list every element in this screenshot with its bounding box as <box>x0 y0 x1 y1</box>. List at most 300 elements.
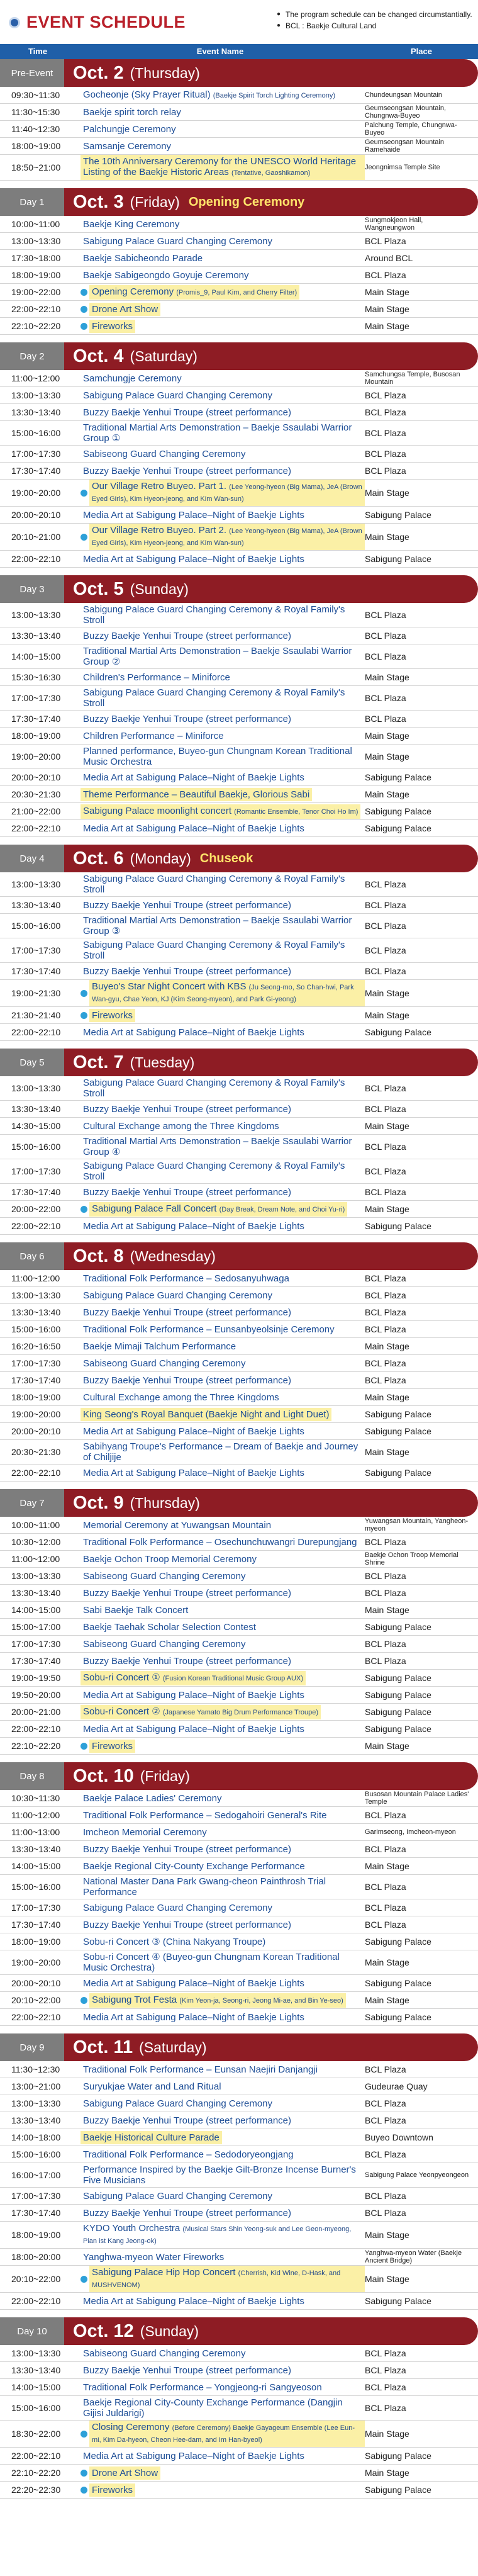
schedule-row <box>0 1321 478 1338</box>
event-note: (Promis_9, Paul Kim, and Cherry Filter) <box>176 288 297 296</box>
row-time: 20:10~21:00 <box>11 532 61 542</box>
event-text <box>81 2063 320 2076</box>
row-place: Main Stage <box>365 789 409 799</box>
event-name: Theme Performance – Beautiful Baekje, Glorious Sabi <box>83 789 310 800</box>
event-name: Media Art at Sabigung Palace–Night of Baekje Lights <box>83 509 304 520</box>
row-event <box>81 1826 365 1839</box>
event-name: Sobu-ri Concert ① <box>83 1672 160 1683</box>
event-text <box>81 140 174 153</box>
row-place: Main Stage <box>365 532 409 542</box>
row-time: 20:00~20:10 <box>11 1426 61 1436</box>
schedule-row <box>0 1975 478 1992</box>
row-event <box>81 509 365 522</box>
day-of-week: (Monday) <box>130 850 191 867</box>
event-name: Media Art at Sabigung Palace–Night of Baekje Lights <box>83 1467 304 1478</box>
event-note: (Lee Yeong-hyeon (Big Mama), JeA (Brown Eyed Girls), Kim Hyeon-jeong, and Kim Wan-sun) <box>92 527 362 547</box>
event-text <box>81 644 365 668</box>
event-text <box>81 2207 294 2220</box>
event-text <box>81 464 294 478</box>
schedule-row <box>0 2188 478 2205</box>
row-place: BCL Plaza <box>365 1810 406 1820</box>
row-place: Main Stage <box>365 1957 409 1967</box>
row-time: 15:00~16:00 <box>11 2403 61 2413</box>
event-name: Traditional Folk Performance – Eunsanbyeolsinje Ceremony <box>83 1324 335 1335</box>
event-name: Media Art at Sabigung Palace–Night of Baekje Lights <box>83 1426 304 1437</box>
event-name: Performance Inspired by the Baekje Gilt-Bronze Incense Burner's Five Musicians <box>83 2164 356 2186</box>
schedule-row <box>0 1807 478 1824</box>
event-name: Sabigung Palace Guard Changing Ceremony & Royal Family's Stroll <box>83 940 345 961</box>
row-time: 14:30~15:00 <box>11 1121 61 1131</box>
schedule-row <box>0 745 478 769</box>
event-note: (Cherrish, Kid Wine, D-Hask, and MUSHVENOM) <box>92 2269 341 2289</box>
highlight-pin-icon <box>81 2431 87 2438</box>
schedule-row <box>0 1338 478 1355</box>
highlight-pin-icon <box>81 323 87 330</box>
row-event <box>81 938 365 962</box>
row-place: Main Stage <box>365 1447 409 1457</box>
event-name: KYDO Youth Orchestra <box>83 2223 181 2234</box>
row-place: Main Stage <box>365 304 409 314</box>
row-place: Main Stage <box>365 988 409 998</box>
schedule-row <box>0 1135 478 1159</box>
event-name: Traditional Folk Performance – Eunsan Naejiri Danjangji <box>83 2064 318 2075</box>
schedule-row <box>0 318 478 335</box>
event-note: (Japanese Yamato Big Drum Performance Troupe) <box>162 1708 319 1716</box>
event-name: Sabigung Palace Fall Concert <box>92 1203 217 1214</box>
event-text <box>81 938 365 962</box>
row-place: Main Stage <box>365 488 409 498</box>
row-event <box>81 2011 365 2024</box>
event-name: Fireworks <box>92 320 133 332</box>
event-name: Sabigung Palace Hip Hop Concert <box>92 2267 236 2278</box>
schedule-row <box>0 2362 478 2379</box>
event-text <box>81 1935 268 1949</box>
row-event <box>81 1103 365 1116</box>
row-event <box>81 771 365 784</box>
event-name: Opening Ceremony <box>92 286 174 297</box>
row-time: 18:50~21:00 <box>11 162 61 172</box>
day-bar <box>64 1049 478 1076</box>
row-event <box>81 1120 365 1133</box>
event-text <box>81 2097 275 2110</box>
event-text <box>81 1440 365 1464</box>
row-place: Main Stage <box>365 1204 409 1214</box>
row-place: BCL Plaza <box>365 966 406 976</box>
row-time: 18:00~19:00 <box>11 141 61 151</box>
event-name: Fireworks <box>92 1740 133 1752</box>
row-place: Garimseong, Imcheon-myeon <box>365 1828 456 1836</box>
row-event <box>81 1792 365 1805</box>
day-of-week: (Tuesday) <box>130 1054 195 1071</box>
row-time: 15:00~16:00 <box>11 1882 61 1892</box>
row-place: Sabigung Palace <box>365 1673 431 1683</box>
day-of-week: (Thursday) <box>130 64 200 81</box>
row-event <box>81 2251 365 2264</box>
row-place: Sabigung Palace <box>365 1426 431 1436</box>
row-event <box>81 1536 365 1549</box>
row-time: 22:20~22:30 <box>11 2485 61 2495</box>
event-name: Buzzy Baekje Yenhui Troupe (street performance) <box>83 1103 292 1115</box>
row-event <box>81 1026 365 1039</box>
row-place: BCL Plaza <box>365 1142 406 1152</box>
row-place: BCL Plaza <box>365 407 406 417</box>
row-place: Gudeurae Quay <box>365 2081 428 2091</box>
schedule-row <box>0 250 478 267</box>
event-text <box>81 1860 308 1873</box>
row-time: 17:00~17:30 <box>11 1639 61 1649</box>
row-event <box>81 1519 365 1532</box>
row-event <box>81 140 365 153</box>
event-text <box>81 447 248 461</box>
event-text <box>81 1026 307 1039</box>
schedule-row <box>0 2482 478 2499</box>
row-event <box>81 899 365 912</box>
event-text <box>81 123 179 136</box>
event-text <box>81 1466 307 1480</box>
event-name: Media Art at Sabigung Palace–Night of Baekje Lights <box>83 1723 304 1735</box>
event-text <box>81 406 294 419</box>
event-name: Sobu-ri Concert ② <box>83 1706 160 1717</box>
schedule-row <box>0 104 478 121</box>
day-header <box>0 1049 478 1076</box>
row-place: BCL Plaza <box>365 1903 406 1913</box>
day-of-week: (Thursday) <box>130 1494 200 1511</box>
row-event <box>81 1391 365 1404</box>
event-text <box>81 2449 307 2463</box>
row-place: Main Stage <box>365 1341 409 1351</box>
event-name: Sabiseong Guard Changing Ceremony <box>83 2348 246 2359</box>
row-place: BCL Plaza <box>365 1166 406 1176</box>
event-text <box>81 1374 294 1387</box>
day-date: Oct. 8 <box>73 1246 124 1266</box>
schedule-row <box>0 155 478 181</box>
event-name: Traditional Folk Performance – Sedosanyuhwaga <box>83 1273 289 1284</box>
event-text <box>81 2163 365 2187</box>
day-bar <box>64 2317 478 2345</box>
event-name: Gocheonje (Sky Prayer Ritual) <box>83 89 211 100</box>
event-text <box>81 1135 365 1159</box>
event-name: Sabigung Palace Guard Changing Ceremony <box>83 2190 273 2202</box>
highlight-pin-icon <box>81 306 87 313</box>
event-name: Cultural Exchange among the Three Kingdoms <box>83 1392 279 1403</box>
highlight-pin-icon <box>81 1012 87 1019</box>
note-change: ● The program schedule can be changed circumstantially. <box>277 9 472 20</box>
event-text <box>81 1553 259 1566</box>
schedule-row <box>0 2163 478 2188</box>
row-time: 17:30~17:40 <box>11 1920 61 1930</box>
row-event <box>81 1202 365 1217</box>
event-text <box>89 524 365 550</box>
schedule-row <box>0 2249 478 2266</box>
event-text <box>89 980 365 1006</box>
event-text <box>81 1843 294 1856</box>
event-name: Sabihyang Troupe's Performance – Dream of Baekje and Journey of Chiljije <box>83 1441 358 1463</box>
event-text <box>81 629 294 643</box>
event-text <box>81 421 365 445</box>
row-time: 17:30~17:40 <box>11 1375 61 1385</box>
row-time: 11:00~12:00 <box>11 373 60 383</box>
event-text <box>81 603 365 627</box>
event-text <box>89 1202 347 1217</box>
schedule-row <box>0 1465 478 1482</box>
row-event <box>81 372 365 385</box>
schedule-row <box>0 2095 478 2112</box>
row-time: 14:00~15:00 <box>11 2382 61 2392</box>
schedule-row <box>0 2146 478 2163</box>
row-event <box>81 1843 365 1856</box>
event-text <box>89 2421 365 2447</box>
row-event <box>81 1570 365 1583</box>
row-place: Sabigung Palace <box>365 823 431 833</box>
row-time: 22:00~22:10 <box>11 1724 61 1734</box>
event-name: National Master Dana Park Gwang-cheon Painthrosh Trial Performance <box>83 1876 326 1898</box>
event-text <box>89 303 160 316</box>
row-time: 13:30~13:40 <box>11 1104 61 1114</box>
column-header <box>0 44 478 59</box>
event-text <box>89 1740 135 1753</box>
event-text <box>81 872 365 896</box>
event-name: Media Art at Sabigung Palace–Night of Baekje Lights <box>83 2450 304 2461</box>
event-text <box>81 106 184 119</box>
row-place: BCL Plaza <box>365 651 406 661</box>
event-name: Baekje Historical Culture Parade <box>83 2132 220 2143</box>
row-event <box>81 2131 365 2144</box>
row-time: 22:00~22:10 <box>11 304 61 314</box>
day-header <box>0 342 478 370</box>
event-text <box>81 2114 294 2127</box>
schedule-row <box>0 820 478 837</box>
event-name: Sabigung Palace Guard Changing Ceremony <box>83 1902 273 1913</box>
event-text <box>81 1918 294 1932</box>
event-name: Buzzy Baekje Yenhui Troupe (street performance) <box>83 465 292 476</box>
row-place: BCL Plaza <box>365 2064 406 2074</box>
day-of-week: (Sunday) <box>140 2322 199 2339</box>
row-time: 20:30~21:30 <box>11 1447 61 1457</box>
event-text <box>81 2251 226 2264</box>
schedule-row <box>0 1423 478 1440</box>
day-bar <box>64 575 478 603</box>
row-place: Sabigung Palace <box>365 2485 431 2495</box>
row-time: 11:00~12:00 <box>11 1554 60 1564</box>
schedule-row <box>0 284 478 301</box>
schedule-notes <box>277 9 472 31</box>
column-event: Event Name <box>196 47 244 56</box>
event-text <box>89 480 365 506</box>
row-place: Sabigung Palace <box>365 1409 431 1419</box>
event-name: Samsanje Ceremony <box>83 140 172 152</box>
event-note: (Before Ceremony) Baekje Gayageum Ensemble (Lee Eun-mi, Kim Da-hyeon, Cheon Hee-dam, and Im Han-byeol) <box>92 2424 355 2444</box>
row-time: 13:30~13:40 <box>11 1588 61 1598</box>
event-name: Fireworks <box>92 1010 133 1021</box>
row-place: Geumseongsan Mountain Ramehaide <box>365 138 444 154</box>
schedule-row <box>0 1304 478 1321</box>
row-place: Sabigung Palace <box>365 2451 431 2461</box>
schedule-row <box>0 2345 478 2362</box>
day-bar <box>64 188 478 216</box>
row-place: BCL Plaza <box>365 390 406 400</box>
row-event <box>81 1553 365 1566</box>
event-name: Traditional Martial Arts Demonstration – Baekje Ssaulabi Warrior Group ③ <box>83 915 352 936</box>
row-place: BCL Plaza <box>365 1307 406 1317</box>
event-name: Buzzy Baekje Yenhui Troupe (street performance) <box>83 1655 292 1667</box>
event-text <box>81 745 365 768</box>
day-label: Day 2 <box>0 342 64 370</box>
row-time: 13:30~13:40 <box>11 1307 61 1317</box>
schedule-row <box>0 507 478 524</box>
event-name: Children's Performance – Miniforce <box>83 672 230 683</box>
event-text <box>81 553 307 566</box>
row-time: 18:00~19:00 <box>11 1937 61 1947</box>
event-name: Sabigung Palace Guard Changing Ceremony & Royal Family's Stroll <box>83 687 345 709</box>
row-event <box>81 712 365 726</box>
row-time: 19:50~20:00 <box>11 1690 61 1700</box>
event-name: Sabigung Trot Festa <box>92 1994 177 2005</box>
row-place: Main Stage <box>365 321 409 331</box>
row-time: 14:00~18:00 <box>11 2132 61 2142</box>
day-date: Oct. 6 <box>73 848 124 869</box>
row-place: Sabigung Palace <box>365 772 431 782</box>
day-section <box>0 1242 478 1482</box>
day-section <box>0 1762 478 2026</box>
day-special-label: Opening Ceremony <box>188 194 305 209</box>
event-text <box>81 1826 209 1839</box>
event-name: Baekje Sabicheondo Parade <box>83 252 203 264</box>
row-place: BCL Plaza <box>365 693 406 703</box>
event-text <box>81 1289 275 1302</box>
schedule-row <box>0 872 478 897</box>
event-name: Baekje Regional City-County Exchange Performance (Dangjin Gijisi Juldarigi) <box>83 2397 343 2419</box>
day-label: Day 9 <box>0 2033 64 2061</box>
schedule-row <box>0 233 478 250</box>
day-date: Oct. 10 <box>73 1765 134 1786</box>
day-label: Day 10 <box>0 2317 64 2345</box>
schedule-row <box>0 2379 478 2396</box>
event-text <box>81 1875 365 1899</box>
event-name: Buzzy Baekje Yenhui Troupe (street performance) <box>83 630 292 641</box>
row-event <box>81 1186 365 1199</box>
row-time: 17:00~17:30 <box>11 2191 61 2201</box>
row-time: 16:20~16:50 <box>11 1341 61 1351</box>
row-place: BCL Plaza <box>365 1882 406 1892</box>
row-event <box>81 1425 365 1438</box>
row-event <box>81 252 365 265</box>
row-place: BCL Plaza <box>365 1537 406 1547</box>
day-bar <box>64 2033 478 2061</box>
event-text <box>89 1993 346 2008</box>
row-place: Main Stage <box>365 1605 409 1615</box>
row-event <box>81 1638 365 1651</box>
day-section <box>0 59 478 181</box>
row-time: 17:00~17:30 <box>11 1903 61 1913</box>
event-name: Buyeo's Star Night Concert with KBS <box>92 981 247 992</box>
highlight-pin-icon <box>81 990 87 997</box>
event-name: Sabigung Palace Guard Changing Ceremony <box>83 2098 273 2109</box>
event-name: Sabigung Palace Guard Changing Ceremony & Royal Family's Stroll <box>83 1077 345 1099</box>
day-section <box>0 2033 478 2310</box>
schedule-row <box>0 2266 478 2293</box>
row-event <box>81 235 365 248</box>
event-text <box>81 2295 307 2308</box>
day-bar <box>64 1762 478 1790</box>
row-time: 20:00~20:10 <box>11 1978 61 1988</box>
row-event <box>81 464 365 478</box>
row-event <box>81 1993 365 2008</box>
row-place: Sabigung Palace <box>365 1937 431 1947</box>
row-place: Main Stage <box>365 1392 409 1402</box>
event-text <box>81 729 226 743</box>
schedule-row <box>0 644 478 669</box>
schedule-row <box>0 627 478 644</box>
row-event <box>81 1135 365 1159</box>
row-event <box>81 1408 365 1421</box>
schedule-row <box>0 963 478 980</box>
day-bar <box>64 1489 478 1517</box>
schedule-row <box>0 603 478 627</box>
row-event <box>81 1809 365 1822</box>
row-time: 20:30~21:30 <box>11 789 61 799</box>
row-place: Busosan Mountain Palace Ladies' Temple <box>365 1791 469 1806</box>
schedule-row <box>0 1687 478 1704</box>
row-place: Sabigung Palace <box>365 510 431 520</box>
event-name: Baekje Sabigeongdo Goyuje Ceremony <box>83 269 249 281</box>
event-name: Drone Art Show <box>92 2467 158 2478</box>
row-time: 13:00~13:30 <box>11 2098 61 2108</box>
row-event <box>81 1621 365 1634</box>
row-place: Yuwangsan Mountain, Yangheon-myeon <box>365 1517 469 1533</box>
day-date: Oct. 3 <box>73 191 124 212</box>
event-text <box>81 671 233 684</box>
schedule-row <box>0 2448 478 2465</box>
row-time: 17:00~17:30 <box>11 1358 61 1368</box>
schedule-row <box>0 897 478 914</box>
schedule-row <box>0 2396 478 2421</box>
day-of-week: (Friday) <box>130 193 180 210</box>
day-section <box>0 188 478 335</box>
event-name: Media Art at Sabigung Palace–Night of Baekje Lights <box>83 1977 304 1989</box>
row-time: 11:40~12:30 <box>11 124 60 134</box>
event-text <box>81 1671 306 1685</box>
event-name: Baekje spirit torch relay <box>83 106 181 118</box>
row-time: 13:00~21:00 <box>11 2081 61 2091</box>
highlight-pin-icon <box>81 2470 87 2477</box>
row-place: BCL Plaza <box>365 921 406 931</box>
highlight-pin-icon <box>81 289 87 296</box>
row-event <box>81 1875 365 1899</box>
row-event <box>81 480 365 506</box>
row-time: 09:30~11:30 <box>11 90 60 100</box>
row-place: BCL Plaza <box>365 1920 406 1930</box>
row-event <box>81 421 365 445</box>
row-place: Main Stage <box>365 2274 409 2284</box>
row-place: Main Stage <box>365 1741 409 1751</box>
row-event <box>81 2449 365 2463</box>
row-event <box>81 1935 365 1949</box>
event-text <box>81 1621 258 1634</box>
row-place: BCL Plaza <box>365 1290 406 1300</box>
event-name: Sobu-ri Concert ③ (China Nakyang Troupe) <box>83 1936 266 1947</box>
row-event <box>81 2381 365 2394</box>
schedule-row <box>0 1875 478 1899</box>
event-note: (Romantic Ensemble, Tenor Choi Ho Im) <box>234 807 358 816</box>
row-time: 15:00~16:00 <box>11 921 61 931</box>
row-event <box>81 2222 365 2248</box>
row-event <box>81 2190 365 2203</box>
row-place: Main Stage <box>365 2468 409 2478</box>
row-time: 20:10~22:00 <box>11 2274 61 2284</box>
row-place: Main Stage <box>365 1010 409 1020</box>
day-label: Day 7 <box>0 1489 64 1517</box>
row-time: 22:10~22:20 <box>11 321 61 331</box>
